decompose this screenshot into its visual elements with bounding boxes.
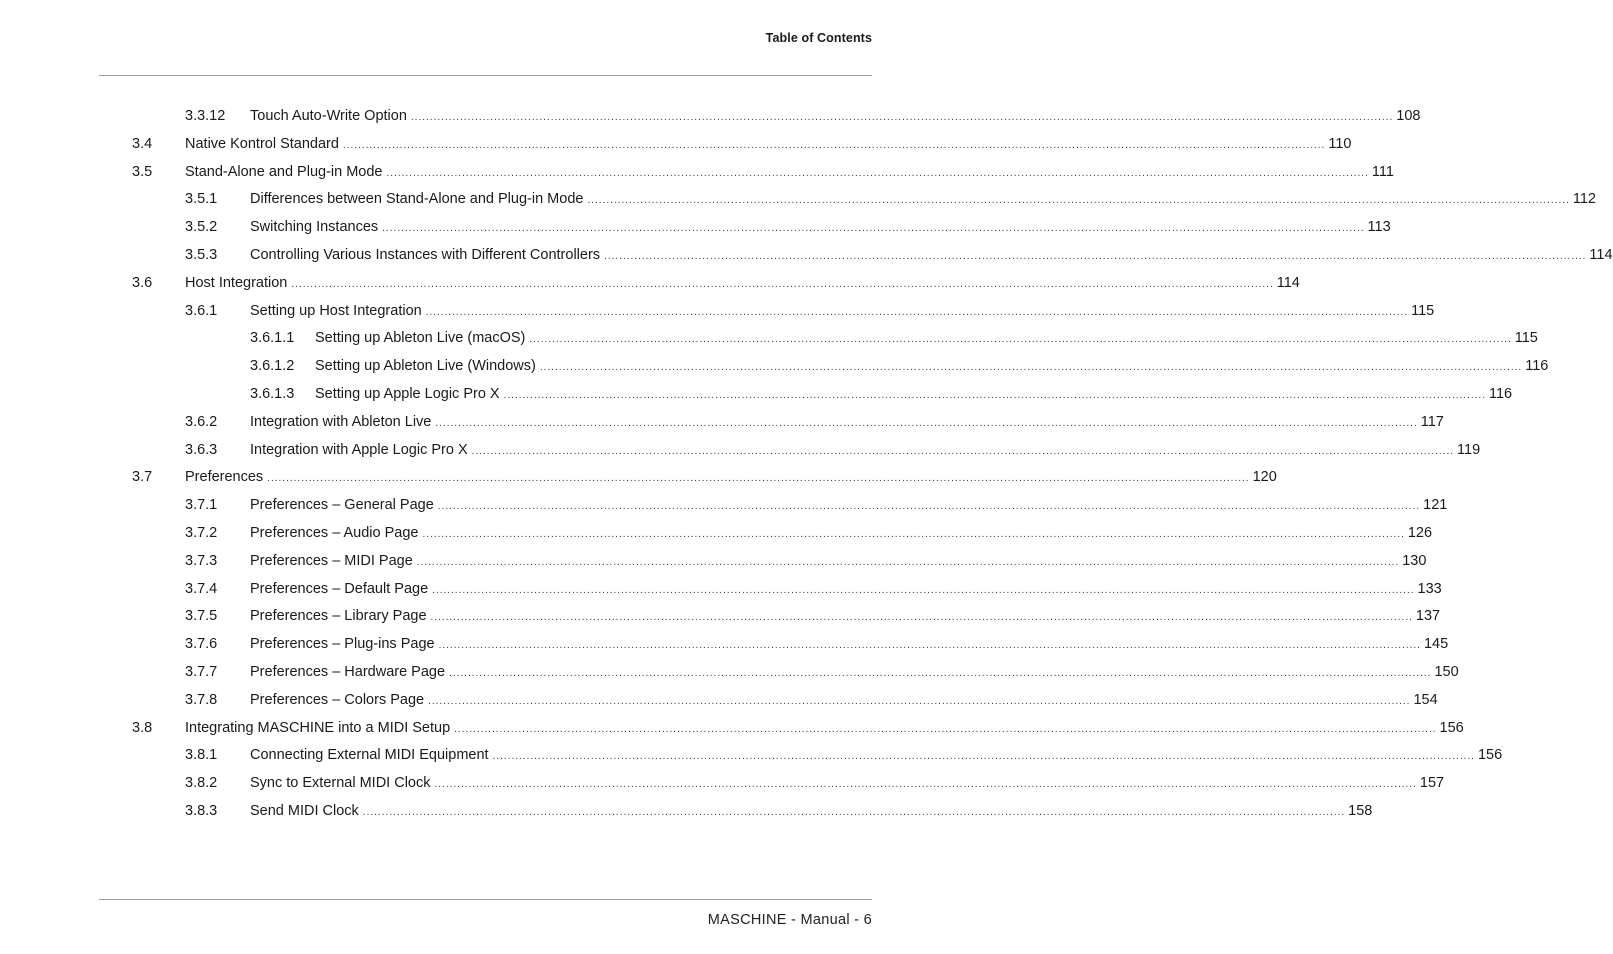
toc-entry-page-number[interactable]: 137 <box>1415 608 1441 625</box>
toc-entry-title[interactable]: Preferences – Library Page <box>250 608 427 625</box>
toc-entry-title[interactable]: Touch Auto-Write Option <box>250 108 407 124</box>
toc-dot-leader: .................................................................................................................................................................................................................................................................... <box>539 362 1523 374</box>
toc-dot-leader: .................................................................................................................................................................................................................................................................... <box>432 584 1415 596</box>
toc-entry-title[interactable]: Host Integration <box>185 274 288 291</box>
toc-entry[interactable] <box>0 297 1435 325</box>
toc-dot-leader: .................................................................................................................................................................................................................................................................... <box>492 751 1475 763</box>
toc-entry-title[interactable]: Setting up Ableton Live (macOS) <box>315 330 526 347</box>
toc-entry[interactable] <box>0 741 1503 769</box>
toc-dot-leader: .................................................................................................................................................................................................................................................................... <box>438 640 1421 652</box>
toc-entry-page-number[interactable]: 115 <box>1514 330 1538 347</box>
toc-entry-number: 3.6.1 <box>185 302 218 319</box>
toc-entry-page-number[interactable]: 145 <box>1423 636 1449 653</box>
toc-entry-number: 3.6.1.2 <box>250 358 295 375</box>
toc-entry[interactable] <box>0 324 1538 352</box>
toc-entry-page-number[interactable]: 114 <box>1276 274 1300 291</box>
toc-dot-leader: .................................................................................................................................................................................................................................................................... <box>342 139 1326 151</box>
header-divider <box>99 75 872 76</box>
toc-entry-title[interactable]: Setting up Host Integration <box>250 302 422 319</box>
toc-entry[interactable] <box>0 158 1394 186</box>
toc-entry[interactable] <box>0 408 1444 436</box>
toc-dot-leader: .................................................................................................................................................................................................................................................................... <box>422 529 1405 540</box>
page-footer: MASCHINE - Manual - 6 <box>707 912 872 928</box>
toc-entry-title[interactable]: Preferences – Default Page <box>250 580 429 597</box>
toc-dot-leader: .................................................................................................................................................................................................................................................................... <box>454 723 1437 735</box>
toc-entry-page-number[interactable]: 111 <box>1371 163 1394 180</box>
toc-dot-leader: .................................................................................................................................................................................................................................................................... <box>434 779 1417 791</box>
toc-entry[interactable] <box>0 436 1481 464</box>
toc-entry-title[interactable]: Send MIDI Clock <box>250 803 359 819</box>
toc-entry-number: 3.8.2 <box>185 775 218 792</box>
toc-entry-number: 3.5.3 <box>185 247 218 263</box>
toc-entry-page-number[interactable]: 120 <box>1252 469 1277 486</box>
toc-entry[interactable] <box>0 491 1448 519</box>
toc-entry-title[interactable]: Setting up Apple Logic Pro X <box>315 386 500 402</box>
toc-entry[interactable] <box>0 463 1277 491</box>
toc-entry-page-number[interactable]: 117 <box>1420 413 1444 430</box>
toc-entry-number: 3.7.2 <box>185 525 218 541</box>
toc-entry-page-number[interactable]: 154 <box>1413 691 1438 708</box>
toc-dot-leader: .................................................................................................................................................................................................................................................................... <box>291 278 1274 290</box>
toc-dot-leader: .................................................................................................................................................................................................................................................................... <box>449 668 1432 679</box>
toc-entry-title[interactable]: Connecting External MIDI Equipment <box>250 747 489 764</box>
toc-dot-leader: .................................................................................................................................................................................................................................................................... <box>362 807 1346 818</box>
toc-entry[interactable] <box>0 575 1442 603</box>
toc-entry[interactable] <box>0 269 1300 297</box>
toc-entry[interactable] <box>0 352 1549 380</box>
toc-entry-number: 3.8 <box>132 719 153 736</box>
toc-entry-title[interactable]: Differences between Stand-Alone and Plug-in Mode <box>250 191 584 208</box>
toc-entry-page-number[interactable]: 156 <box>1439 719 1464 736</box>
toc-entry-title[interactable]: Integration with Ableton Live <box>250 413 432 430</box>
toc-entry-page-number[interactable]: 126 <box>1407 525 1433 541</box>
toc-entry[interactable] <box>0 686 1438 714</box>
toc-dot-leader: .................................................................................................................................................................................................................................................................... <box>503 390 1486 401</box>
toc-entry-number: 3.7.7 <box>185 664 218 680</box>
toc-entry-page-number[interactable]: 116 <box>1488 386 1513 402</box>
toc-entry-title[interactable]: Preferences <box>185 469 264 486</box>
toc-entry[interactable] <box>0 658 1459 686</box>
toc-entry-page-number[interactable]: 112 <box>1572 191 1596 208</box>
page-header-title: Table of Contents <box>765 31 872 45</box>
toc-entry-page-number[interactable]: 133 <box>1417 580 1442 597</box>
toc-entry[interactable] <box>0 130 1352 158</box>
toc-entry-number: 3.7.5 <box>185 608 218 625</box>
toc-entry-number: 3.4 <box>132 135 153 152</box>
toc-entry-number: 3.7 <box>132 469 153 486</box>
toc-entry[interactable] <box>0 547 1427 575</box>
toc-entry-page-number[interactable]: 130 <box>1402 552 1427 569</box>
toc-entry-number: 3.6 <box>132 274 153 291</box>
toc-entry[interactable] <box>0 602 1441 630</box>
toc-entry[interactable] <box>0 213 1391 241</box>
toc-entry[interactable] <box>0 630 1449 658</box>
toc-dot-leader: .................................................................................................................................................................................................................................................................... <box>416 556 1400 568</box>
toc-entry[interactable] <box>0 519 1433 547</box>
toc-entry-title[interactable]: Stand-Alone and Plug-in Mode <box>185 163 383 180</box>
toc-dot-leader: .................................................................................................................................................................................................................................................................... <box>382 223 1365 235</box>
toc-entry-title[interactable]: Preferences – Hardware Page <box>250 664 446 680</box>
toc-entry-title[interactable]: Preferences – MIDI Page <box>250 552 413 569</box>
toc-entry[interactable] <box>0 185 1596 213</box>
toc-entry-title[interactable]: Native Kontrol Standard <box>185 135 339 152</box>
toc-entry[interactable] <box>0 769 1445 797</box>
toc-entry[interactable] <box>0 797 1373 825</box>
toc-entry-page-number[interactable]: 150 <box>1434 664 1459 680</box>
toc-dot-leader: .................................................................................................................................................................................................................................................................... <box>267 473 1250 485</box>
toc-entry-number: 3.7.8 <box>185 691 218 708</box>
toc-entry-page-number[interactable]: 157 <box>1419 775 1445 792</box>
toc-dot-leader: .................................................................................................................................................................................................................................................................... <box>410 112 1394 123</box>
toc-dot-leader: .................................................................................................................................................................................................................................................................... <box>587 195 1570 207</box>
toc-entry-page-number[interactable]: 113 <box>1367 219 1391 236</box>
toc-entry-page-number[interactable]: 121 <box>1423 497 1448 514</box>
toc-entry-number: 3.5 <box>132 163 153 180</box>
toc-entry-title[interactable]: Preferences – Audio Page <box>250 525 419 541</box>
toc-entry-page-number[interactable]: 119 <box>1457 441 1481 458</box>
toc-entry-page-number[interactable]: 156 <box>1477 747 1503 764</box>
toc-entry[interactable] <box>0 714 1464 742</box>
toc-entry-number: 3.5.1 <box>185 191 218 208</box>
toc-entry-number: 3.7.1 <box>185 497 218 514</box>
toc-entry[interactable] <box>0 102 1421 130</box>
toc-entry-page-number[interactable]: 114 <box>1589 247 1613 263</box>
toc-entry-page-number[interactable]: 108 <box>1396 108 1421 124</box>
toc-entry-title[interactable]: Sync to External MIDI Clock <box>250 775 431 792</box>
toc-dot-leader: .................................................................................................................................................................................................................................................................... <box>425 306 1409 318</box>
toc-entry-number: 3.5.2 <box>185 219 218 236</box>
toc-entry-title[interactable]: Preferences – Colors Page <box>250 691 425 708</box>
toc-entry-number: 3.8.1 <box>185 747 218 764</box>
toc-dot-leader: .................................................................................................................................................................................................................................................................... <box>437 501 1421 513</box>
toc-entry-title[interactable]: Switching Instances <box>250 219 379 236</box>
toc-dot-leader: .................................................................................................................................................................................................................................................................... <box>435 417 1418 429</box>
toc-entry-page-number[interactable]: 115 <box>1411 302 1435 319</box>
toc-entry-number: 3.6.3 <box>185 441 218 458</box>
toc-dot-leader: .................................................................................................................................................................................................................................................................... <box>471 445 1455 457</box>
toc-entry-number: 3.7.4 <box>185 580 218 597</box>
toc-dot-leader: .................................................................................................................................................................................................................................................................... <box>386 167 1369 179</box>
toc-dot-leader: .................................................................................................................................................................................................................................................................... <box>430 612 1413 624</box>
toc-entry-title[interactable]: Preferences – General Page <box>250 497 434 514</box>
toc-entry-title[interactable]: Integration with Apple Logic Pro X <box>250 441 468 458</box>
toc-entry-number: 3.3.12 <box>185 108 226 124</box>
toc-entry-title[interactable]: Preferences – Plug-ins Page <box>250 636 435 653</box>
toc-entry-number: 3.6.1.1 <box>250 330 295 347</box>
toc-entry-page-number[interactable]: 158 <box>1348 803 1373 819</box>
footer-divider <box>99 899 872 900</box>
toc-entry-page-number[interactable]: 110 <box>1328 135 1352 152</box>
toc-entry-number: 3.7.3 <box>185 552 218 569</box>
toc-entry-title[interactable]: Setting up Ableton Live (Windows) <box>315 358 536 375</box>
toc-entry-number: 3.6.1.3 <box>250 386 295 402</box>
toc-entry-number: 3.8.3 <box>185 803 218 819</box>
toc-entry-number: 3.6.2 <box>185 413 218 430</box>
toc-dot-leader: .................................................................................................................................................................................................................................................................... <box>529 334 1512 346</box>
toc-entry-title[interactable]: Integrating MASCHINE into a MIDI Setup <box>185 719 451 736</box>
toc-entry[interactable] <box>0 241 1613 269</box>
toc-dot-leader: .................................................................................................................................................................................................................................................................... <box>604 251 1587 262</box>
toc-entry[interactable] <box>0 380 1513 408</box>
toc-entry-page-number[interactable]: 116 <box>1525 358 1549 375</box>
toc-entry-number: 3.7.6 <box>185 636 218 653</box>
toc-dot-leader: .................................................................................................................................................................................................................................................................... <box>428 695 1411 707</box>
toc-entry-title[interactable]: Controlling Various Instances with Different Controllers <box>250 247 601 263</box>
